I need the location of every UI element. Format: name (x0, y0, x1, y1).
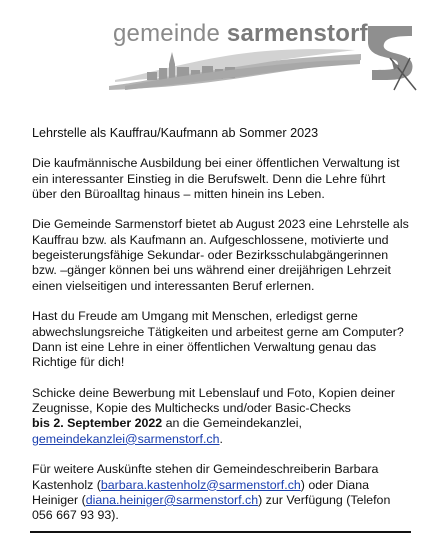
application-recipient: an die Gemeindekanzlei, (162, 416, 302, 431)
paragraph-contact (32, 462, 412, 523)
paragraph-profile: Hast du Freude am Umgang mit Menschen, erledigst gerne abwechslungsreiche Tätigkeiten und arbeitest gerne am Computer? Dann ist eine Lehre in einer öffentlichen Verwaltung genau das Richtige für dich! (32, 309, 404, 370)
logo-name: sarmenstorf (226, 20, 368, 47)
header (0, 0, 440, 110)
contact-end: ) zur Verfügung (Telefon 056 667 93 93). (32, 492, 391, 523)
bottom-divider (30, 531, 411, 533)
contact-mid: ) oder Diana Heiniger ( (32, 477, 369, 507)
email-link-diana[interactable]: diana.heiniger@sarmenstorf.ch (85, 492, 259, 507)
paragraph-intro: Die kaufmännische Ausbildung bei einer öffentlichen Verwaltung ist ein interessanter Einstieg in die Berufswelt. Denn die Lehre führt über den Büroalltag hinaus – mitten hinein ins Leben. (32, 156, 400, 201)
job-posting (32, 126, 412, 539)
coat-of-arms-icon (364, 22, 420, 94)
application-intro: Schicke deine Bewerbung mit Lebenslauf und Foto, Kopien deiner Zeugnisse, Kopie des Multichecks und/oder Basic-Checks (32, 385, 396, 416)
paragraph-offer: Die Gemeinde Sarmenstorf bietet ab August 2023 eine Lehrstelle als Kauffrau bzw. als Kaufmann an. Aufgeschlossene, motivierte und begeisterungsfähige Sekundar- oder Bezirksschulabgängerinnen bzw. –gänger können bei uns während einer dreijährigen Lehrzeit einen vielseitigen und interessanten Beruf erlernen. (32, 217, 409, 293)
logo-prefix: gemeinde (113, 20, 227, 47)
email-link-gemeindekanzlei[interactable]: gemeindekanzlei@sarmenstorf.ch (32, 431, 220, 446)
posting-title: Lehrstelle als Kauffrau/Kaufmann ab Sommer 2023 (32, 126, 319, 140)
municipality-logo-text (113, 20, 368, 48)
email-link-barbara[interactable]: barbara.kastenholz@sarmenstorf.ch (100, 477, 301, 492)
application-deadline: bis 2. September 2022 (32, 416, 163, 431)
application-end: . (219, 431, 223, 446)
contact-intro: Für weitere Auskünfte stehen dir Gemeindeschreiberin Barbara Kastenholz ( (32, 462, 379, 492)
village-silhouette-banner (105, 46, 365, 92)
paragraph-application (32, 386, 412, 447)
